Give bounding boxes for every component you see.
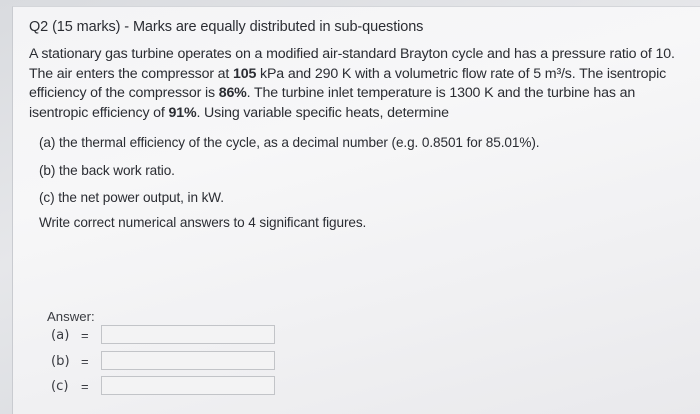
text-span: . The turbine inlet temperature is 1300 K and the turbine has an (246, 85, 636, 101)
body-line-3 (29, 84, 693, 104)
equals-sign: = (81, 354, 89, 369)
answer-a-input[interactable] (101, 325, 275, 344)
sub-question-a: (a) the thermal efficiency of the cycle, as a decimal number (e.g. 0.8501 for 85.01%). (39, 135, 540, 150)
question-card (12, 6, 700, 414)
answer-c-input[interactable] (101, 376, 275, 395)
text-span: kPa and 290 K with a volumetric flow rate of 5 m³/s. The isentropic (256, 65, 667, 82)
instruction-text: Write correct numerical answers to 4 significant figures. (39, 215, 367, 230)
text-span: . Using variable specific heats, determine (196, 104, 449, 121)
question-body (29, 45, 693, 123)
body-line-1: A stationary gas turbine operates on a modified air-standard Brayton cycle and has a pressure ratio of 10. (29, 46, 675, 62)
body-line-4 (29, 104, 693, 124)
sub-question-b: (b) the back work ratio. (39, 163, 175, 178)
turbine-efficiency-value: 91% (168, 104, 197, 121)
text-span: The air enters the compressor at (29, 65, 234, 82)
pressure-value: 105 (233, 65, 257, 82)
text-span: efficiency of the compressor is (29, 85, 219, 101)
text-span: isentropic efficiency of (29, 104, 169, 121)
answer-label: Answer: (47, 309, 95, 324)
sub-question-c: (c) the net power output, in kW. (39, 190, 224, 205)
equals-sign: = (81, 379, 89, 394)
answer-b-label: (b) (51, 354, 70, 369)
body-line-2 (29, 65, 693, 85)
answer-b-input[interactable] (101, 351, 275, 370)
question-title: Q2 (15 marks) - Marks are equally distributed in sub-questions (29, 19, 424, 35)
answer-a-label: (a) (51, 328, 70, 343)
answer-c-label: (c) (51, 379, 69, 394)
compressor-efficiency-value: 86% (218, 85, 247, 101)
equals-sign: = (81, 328, 89, 343)
